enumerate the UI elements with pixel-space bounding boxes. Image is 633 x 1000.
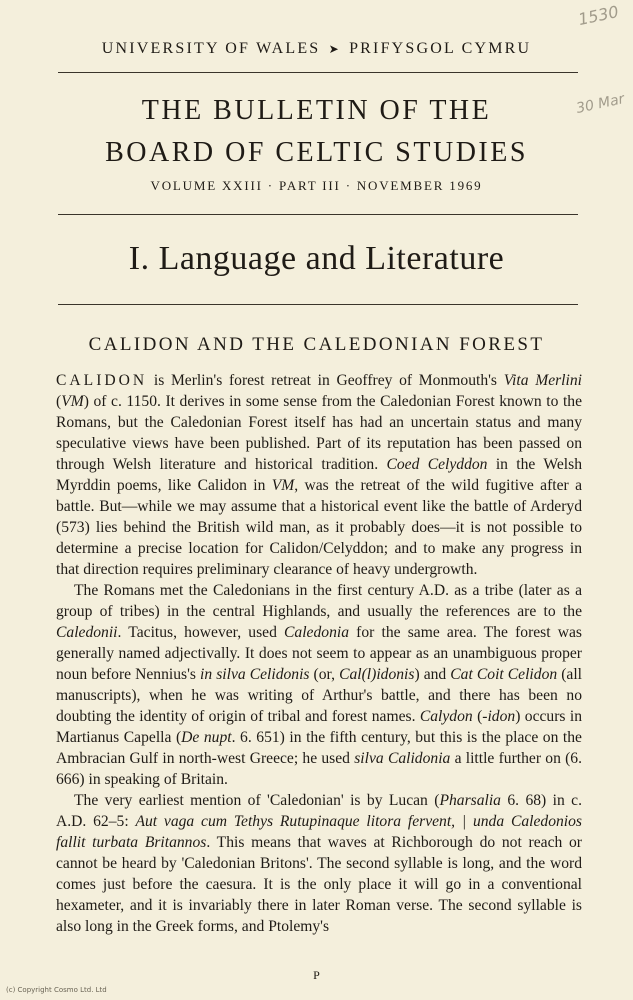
italic-run: Coed Celyddon (386, 456, 488, 473)
italic-run: Caledonii (56, 624, 118, 641)
text-run: (all manuscripts), when he was writing of Arthur's battle, and there has been no doubting the identity of origin of tribal and forest names. (56, 666, 583, 725)
arrow-separator-icon: ➤ (328, 42, 341, 56)
italic-run: silva Calidonia (354, 750, 451, 767)
journal-title-line-2: BOARD OF CELTIC STUDIES (105, 137, 528, 168)
italic-run: -idon (482, 708, 516, 725)
copyright-notice: (c) Copyright Cosmo Ltd. Ltd (6, 986, 107, 994)
body-paragraph (56, 580, 582, 790)
pencil-annotation-top: 1530 (576, 1, 621, 30)
text-run: is Merlin's forest retreat in Geoffrey of Monmouth's (147, 372, 504, 389)
italic-run: Cat Coit Celidon (450, 666, 558, 683)
text-run: . 6. 651) in the fifth century, but this is the place on the Ambracian Gulf in north-west Greece; he used (56, 729, 582, 767)
section-rule (58, 304, 578, 305)
text-run: , was the retreat of the wild fugitive after a battle. But—while we may assume that a historical event like the battle of Arderyd (573) lies behind the British wild man, as it probably does—it is not possible to determine a precise location for Calidon/Celyddon; and to make any progress in that direction requires preliminary clearance of heavy undergrowth. (56, 477, 582, 578)
italic-run: Aut vaga cum Tethys Rutupinaque litora fervent, | unda Caledonios fallit turbata Britannos (56, 813, 582, 851)
body-paragraph (56, 790, 582, 937)
section-heading: I. Language and Literature (128, 240, 505, 277)
italic-run: Pharsalia (439, 792, 501, 809)
header-rule-top (58, 72, 578, 73)
volume-line: VOLUME XXIII · PART III · NOVEMBER 1969 (150, 178, 483, 193)
body-paragraph (56, 370, 582, 580)
institution-line (0, 40, 633, 58)
text-run: . This means that waves at Richborough do not reach or cannot be heard by 'Caledonian Britons'. The second syllable is long, and the word comes just before the caesura. It is the only place it will go in a conventional hexameter, and it is invariably there in later Roman verse. The second syllable is also long in the Greek forms, and Ptolemy's (56, 834, 582, 935)
article-title: CALIDON AND THE CALEDONIAN FOREST (88, 334, 545, 355)
text-run: ) of c. 1150. It derives in some sense from the Caledonian Forest known to the Romans, but the Caledonian Forest itself has had an uncertain status and many speculative views have been published. Part of its reputation has been passed on through Welsh literature and historical tradition. (56, 393, 582, 473)
signature-mark: P (313, 968, 320, 982)
small-caps-run: CALIDON (56, 372, 148, 389)
text-run: (or, (309, 666, 340, 683)
text-run: in the Welsh Myrddin poems, like Calidon in (56, 456, 583, 494)
italic-run: Calydon (419, 708, 473, 725)
text-run: for the same area. The forest was generally named adjectivally. It does not seem to appear as an unambiguous proper noun before Nennius's (56, 624, 582, 683)
italic-run: VM (271, 477, 295, 494)
text-run: . Tacitus, however, used (117, 624, 285, 641)
text-run: The Romans met the Caledonians in the first century A.D. as a tribe (later as a group of tribes) in the central Highlands, and usually the references are to the (56, 582, 582, 620)
text-run: ( (472, 708, 483, 725)
text-run: ) and (414, 666, 451, 683)
institution-english: UNIVERSITY OF WALES (101, 40, 321, 57)
italic-run: Vita Merlini (503, 372, 582, 389)
journal-title-line-1: THE BULLETIN OF THE (141, 95, 492, 126)
italic-run: VM (61, 393, 84, 410)
pencil-annotation-margin: 30 Mar (575, 91, 627, 117)
text-run: ) occurs in Martianus Capella ( (56, 708, 582, 746)
italic-run: Cal(l)idonis (339, 666, 415, 683)
text-run: 6. 68) in c. A.D. 62–5: (56, 792, 582, 830)
article-body (56, 370, 582, 937)
header-rule-middle (58, 214, 578, 215)
italic-run: De nupt (181, 729, 232, 746)
institution-welsh: PRIFYSGOL CYMRU (349, 40, 532, 57)
text-run: ( (56, 393, 62, 410)
italic-run: Caledonia (284, 624, 350, 641)
text-run: a little further on (6. 666) in speaking of Britain. (56, 750, 583, 788)
italic-run: in silva Celidonis (200, 666, 310, 683)
text-run: The very earliest mention of 'Caledonian' is by Lucan ( (74, 792, 440, 809)
